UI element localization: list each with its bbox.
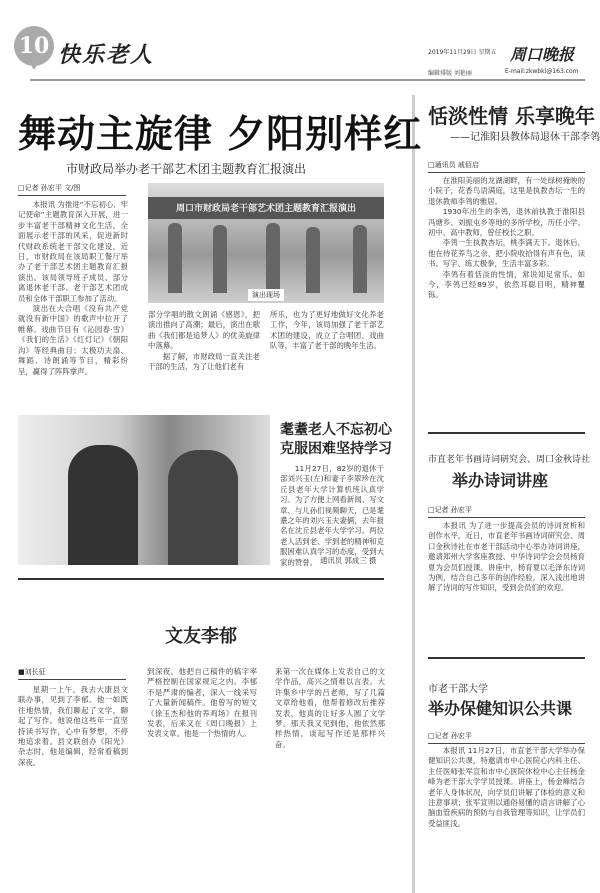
- elderly-couple-photo: [18, 415, 270, 565]
- poetry-title: 举办诗词讲座: [452, 473, 549, 490]
- divider: [428, 657, 585, 659]
- profile-byline: □通讯员 戚佰启: [428, 160, 585, 173]
- main-text-col2: [148, 310, 260, 400]
- poetry-kicker: 市直老年书画诗词研究会、周口金秋诗社: [428, 455, 591, 465]
- performance-photo: [148, 183, 384, 303]
- page-number-badge: 10: [14, 26, 54, 66]
- editor-credit: 编辑排版 刘艳丽: [428, 70, 472, 77]
- paragraph: 1930年出生的李鸰，退休前执教于淮阳县冯塘乡、刘振屯乡等地的多所学校，历任小学、初中、高中教师，曾任校长之职。: [428, 207, 585, 238]
- main-text-col3: [270, 310, 384, 400]
- paragraph: 在淮阳美丽的龙湖湖畔，有一处绿树掩映的小院子，花香鸟语满庭，这里是执教杏坛一生的退休教师李鸰的雅居。: [428, 176, 585, 206]
- essay-col1: [18, 685, 128, 890]
- paragraph: 星期一上午，我去大康县文联办事，见到了李郁。他一如既往地热情，我们聊起了文学，聊起了写作。他说他这些年一直坚持读书写作，心中有梦想，不停地追求着。县文联创办《阳光》杂志时，他是编辑，经常看稿到深夜。: [18, 685, 128, 767]
- paragraph: 李鸰有着恬淡的性情，常说知足常乐。如今，李鸰已经89岁，依然耳聪目明，精神矍铄。: [428, 269, 585, 300]
- profile-subtitle: ——记淮阳县教体局退休干部李鸰: [450, 132, 600, 143]
- paragraph: 到深夜。他把自己稿件的稿字率严格控制在国家规定之内。李郁不是严肃的编者，深入一线采写了大量新闻稿件。他曾写的短文《徐玉杰和他的养鸡场》在报刊发表，后来又在《周口晚报》上发表文章。他是一个热情的人。: [147, 667, 257, 739]
- photo-banner: 周口市财政局老干部艺术团主题教育汇报演出: [148, 197, 384, 219]
- header-divider: [30, 79, 585, 81]
- issue-date: 2019年11月29日 星期五: [428, 49, 497, 56]
- paragraph: 本报讯 为了进一步提高会员的诗词赏析和创作水平，近日，市直老年书画诗词研究会、周口金秋诗社在市老干部活动中心举办诗词讲座，邀请郑州大学客座教授、中华诗词学会会员杨育夏为会员们授课。讲座中，杨育夏以毛泽东诗词为例，结合自己多年的创作经验，深入浅出地讲解了诗词的写作知识，受到会员们的欢迎。: [428, 521, 585, 593]
- study-text: [280, 464, 384, 568]
- profile-title: 恬淡性情 乐享晚年: [428, 104, 595, 128]
- headline-line: 克服困难坚持学习: [280, 440, 392, 456]
- paragraph: 演出在大合唱《没有共产党就没有新中国》的歌声中拉开了帷幕。戏曲节目有《沁园春·雪》《我们的生活》《红灯记》《朝阳沟》等经典曲目；太极功夫扇、舞蹈、诗朗诵等节目，精彩纷呈，赢得了阵阵掌声。: [18, 304, 128, 376]
- paragraph: 据了解，市财政局一直关注老干部的生活，为了让他们老有: [148, 351, 260, 372]
- main-headline: 舞动主旋律 夕阳别样红: [18, 112, 423, 156]
- paragraph: 部分学唱的散文朗诵《感恩》，把演出推向了高潮；最后，演出在歌曲《我们都是追梦人》的优美旋律中落幕。: [148, 310, 260, 351]
- paragraph: 李鸰一生执教杏坛，桃李满天下。退休后，他在侍花养鸟之余，把小院收拾得有声有色，读书、写字、练太极拳，生活丰富多彩。: [428, 238, 585, 269]
- main-text-col1: [18, 200, 128, 405]
- main-subheadline: 市财政局举办老干部艺术团主题教育汇报演出: [66, 162, 307, 176]
- study-headline: [280, 420, 392, 458]
- essay-col2: [147, 667, 257, 890]
- poetry-text: [428, 521, 585, 641]
- paragraph: 本报讯 11月27日，市直老干部大学举办保健知识公共课，特邀请市中心医院心内科主任、主任医师张军宣和市中心医院休检中心主任杨金峰为老干部大学学员授课。讲座上，杨金峰结合老年人身体状况，向学员们讲解了体检的意义和注意事项；张军宣则以通俗易懂的语言讲解了心脑血管疾病的预防与自我管理等知识，让学员们受益匪浅。: [428, 746, 585, 828]
- health-kicker: 市老干部大学: [428, 684, 488, 695]
- photo-credit: 通讯员 郭成三 摄: [320, 556, 377, 565]
- newspaper-logo: 周口晚报: [510, 45, 575, 64]
- paragraph: 所乐，也为了更好地做好文化养老工作，今年，该局加强了老干部艺术团的建设，成立了合唱团、戏曲队等，丰富了老干部的晚年生活。: [270, 310, 384, 351]
- divider: [428, 432, 585, 434]
- health-title: 举办保健知识公共课: [428, 701, 573, 718]
- divider: [18, 578, 384, 580]
- essay-col3: [275, 667, 385, 890]
- poetry-byline: □记者 孙宏平: [428, 505, 585, 518]
- headline-line: 耄耋老人不忘初心: [280, 421, 392, 437]
- paragraph: 11月27日，82岁的退休干部刘兴玉(左)和妻子李翠珍在沈丘县老年大学计算机班认真学习。为了方便上网看新闻、写文章、与儿孙们视频聊天，已是耄耋之年的刘兴玉夫妻俩，去年报名在沈丘县老年大学学习。两位老人活到老、学到老的精神和克服困难认真学习的态度，受到大家的赞誉。: [280, 464, 384, 567]
- essay-byline: ■刘长征: [18, 667, 126, 680]
- paragraph: 本报讯 为推进“不忘初心、牢记使命”主题教育深入开展，进一步丰富老干部精神文化生活，全面展示老干部的风采，促进新时代财政系统老干部文化建设，近日，市财政局在该局职工餐厅举办了老干部艺术团主题教育汇报演出。该局领导班子成员、部分离退休老干部、老干部艺术团成员和全体干部职工参加了活动。: [18, 200, 128, 303]
- section-title: 快乐老人: [58, 42, 155, 68]
- column-divider: [412, 95, 415, 893]
- contact-email: E-mail:zkwbkl@163.com: [505, 68, 579, 75]
- paragraph: 来第一次在媒体上发表自己的文学作品，高兴之情难以言表。大许集乡中学的吕老师，写了几篇文章给他看，他帮着修改后推荐发表，他真的让好多人圆了文学梦。那天我又见到他，他依然那样热情，谈起写作还是那样兴奋。: [275, 667, 385, 749]
- health-text: [428, 746, 585, 891]
- photo-caption: 演出现场: [248, 289, 284, 301]
- profile-text: [428, 176, 585, 416]
- health-byline: □记者 孙宏平: [428, 731, 585, 744]
- essay-title: 文友李郁: [165, 626, 237, 646]
- main-byline: □记者 孙宏平 文/图: [18, 183, 126, 196]
